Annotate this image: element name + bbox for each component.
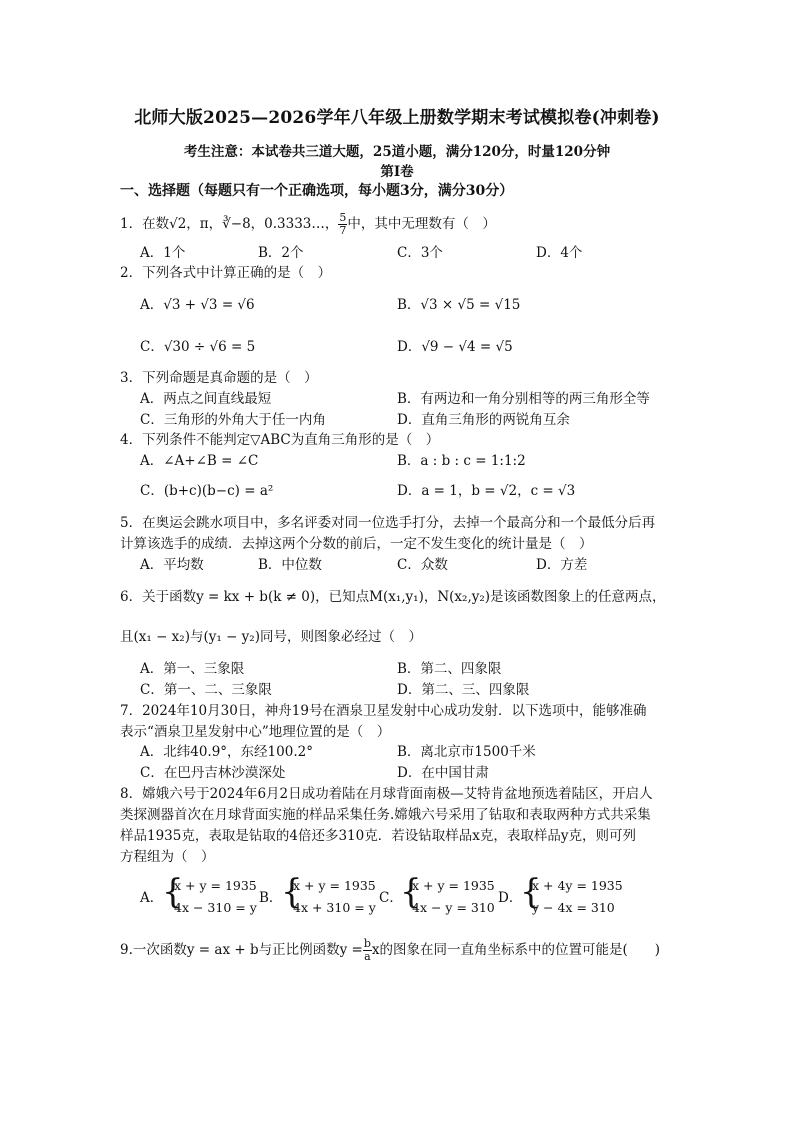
- q2-option-d: D．√9 − √4 = √5: [397, 339, 513, 355]
- q9-fraction: [363, 938, 372, 963]
- q8-option-d-brace: {: [520, 872, 542, 912]
- q8-option-a-label: A．: [140, 890, 164, 906]
- q4-stem: 4．下列条件不能判定▽ABC为直角三角形的是（ ）: [120, 432, 440, 448]
- q4-option-d: D．a = 1，b = √2，c = √3: [397, 483, 576, 499]
- q8-option-d-eq2: y − 4x = 310: [532, 900, 615, 915]
- q5-option-d: D．方差: [536, 557, 588, 573]
- q8-stem-line4: 方程组为（ ）: [120, 849, 215, 865]
- q8-option-d-label: D．: [498, 890, 523, 906]
- volume-label: 第Ⅰ卷: [380, 164, 414, 180]
- q7-stem-line1: 7．2024年10月30日，神舟19号在酒泉卫星发射中心成功发射．以下选项中，能够准确: [120, 703, 647, 719]
- q6-stem-line2: 且(x₁ − x₂)与(y₁ − y₂)同号，则图象必经过（ ）: [120, 629, 422, 645]
- q8-option-b-label: B．: [259, 890, 283, 906]
- q8-option-b-brace: {: [281, 872, 303, 912]
- q6-option-d: D．第二、三、四象限: [397, 682, 530, 698]
- q9-stem: [120, 938, 660, 963]
- q5-option-b: B．中位数: [258, 557, 322, 573]
- q8-option-b-eq2: 4x + 310 = y: [293, 900, 376, 915]
- q5-option-a: A．平均数: [140, 557, 204, 573]
- q8-option-b-eq1: x + y = 1935: [293, 878, 376, 893]
- q8-stem-line2: 类探测器首次在月球背面实施的样品采集任务.嫦娥六号采用了钻取和表取两种方式共采集: [120, 807, 651, 823]
- q1-frac-num: 5: [339, 211, 347, 224]
- q6-stem-line1: 6．关于函数y = kx + b(k ≠ 0)，已知点M(x₁,y₁)，N(x₂,y₂)是该函数图象上的任意两点，: [120, 589, 666, 605]
- q8-option-a-eq1: x + y = 1935: [174, 878, 257, 893]
- q5-stem-line1: 5．在奥运会跳水项目中，多名评委对同一位选手打分，去掉一个最高分和一个最低分后再: [120, 515, 656, 531]
- q8-stem-line3: 样品1935克，表取是钻取的4倍还多310克．若设钻取样品x克，表取样品y克，则可列: [120, 828, 636, 844]
- q6-option-c: C．第一、二、三象限: [140, 682, 272, 698]
- q7-option-a: A．北纬40.9°，东经100.2°: [140, 744, 313, 760]
- q1-stem: [120, 212, 496, 237]
- q9-frac-den: a: [364, 950, 371, 963]
- q4-option-a: A．∠A+∠B = ∠C: [140, 453, 259, 469]
- q2-option-c: C．√30 ÷ √6 = 5: [140, 339, 256, 355]
- q5-stem-line2: 计算该选手的成绩．去掉这两个分数的前后，一定不发生变化的统计量是（ ）: [120, 536, 593, 552]
- q3-option-d: D．直角三角形的两锐角互余: [397, 412, 570, 428]
- q3-option-b: B．有两边和一角分别相等的两三角形全等: [397, 391, 650, 407]
- q1-stem-part-b: 中，其中无理数有（ ）: [347, 216, 496, 232]
- q8-option-c-brace: {: [400, 872, 422, 912]
- q5-option-c: C．众数: [397, 557, 448, 573]
- exam-title: 北师大版2025—2026学年八年级上册数学期末考试模拟卷(冲刺卷): [134, 108, 660, 128]
- q7-stem-line2: 表示“酒泉卫星发射中心”地理位置的是（ ）: [120, 724, 391, 740]
- q3-option-c: C．三角形的外角大于任一内角: [140, 412, 326, 428]
- section-title: 一、选择题（每题只有一个正确选项，每小题3分，满分30分）: [120, 183, 514, 199]
- q8-option-c-eq2: 4x − y = 310: [412, 900, 495, 915]
- exam-notice: 考生注意：本试卷共三道大题，25道小题，满分120分，时量120分钟: [183, 144, 611, 160]
- q1-frac-den: 7: [339, 224, 347, 237]
- q1-option-d: D．4个: [536, 245, 583, 261]
- q1-stem-part-a: 1．在数√2，π，∛−8，0.3333…，: [120, 216, 339, 232]
- q4-option-b: B．a : b : c = 1:1:2: [397, 453, 526, 469]
- q8-option-d-eq1: x + 4y = 1935: [532, 878, 623, 893]
- q7-option-b: B．离北京市1500千米: [397, 744, 536, 760]
- q6-option-b: B．第二、四象限: [397, 661, 502, 677]
- q7-option-d: D．在中国甘肃: [397, 765, 489, 781]
- q6-option-a: A．第一、三象限: [140, 661, 245, 677]
- q8-option-c-eq1: x + y = 1935: [412, 878, 495, 893]
- q9-stem-part-b: x的图象在同一直角坐标系中的位置可能是( ): [371, 942, 661, 958]
- q2-option-b: B．√3 × √5 = √15: [397, 297, 521, 313]
- q7-option-c: C．在巴丹吉林沙漠深处: [140, 765, 286, 781]
- q9-stem-part-a: 9.一次函数y = ax + b与正比例函数y =: [120, 942, 363, 958]
- q4-option-c: C．(b+c)(b−c) = a²: [140, 483, 274, 499]
- q1-option-a: A．1个: [140, 245, 186, 261]
- q8-stem-line1: 8．嫦娥六号于2024年6月2日成功着陆在月球背面南极—艾特肯盆地预选着陆区，开启人: [120, 786, 653, 802]
- q8-option-a-brace: {: [162, 872, 184, 912]
- q1-option-c: C．3个: [397, 245, 443, 261]
- q2-stem: 2．下列各式中计算正确的是（ ）: [120, 265, 332, 281]
- q3-option-a: A．两点之间直线最短: [140, 391, 272, 407]
- q8-option-c-label: C．: [379, 890, 403, 906]
- q2-option-a: A．√3 + √3 = √6: [140, 297, 255, 313]
- q3-stem: 3．下列命题是真命题的是（ ）: [120, 370, 318, 386]
- q8-option-a-eq2: 4x − 310 = y: [174, 900, 257, 915]
- q9-frac-num: b: [363, 937, 371, 950]
- q1-option-b: B．2个: [258, 245, 304, 261]
